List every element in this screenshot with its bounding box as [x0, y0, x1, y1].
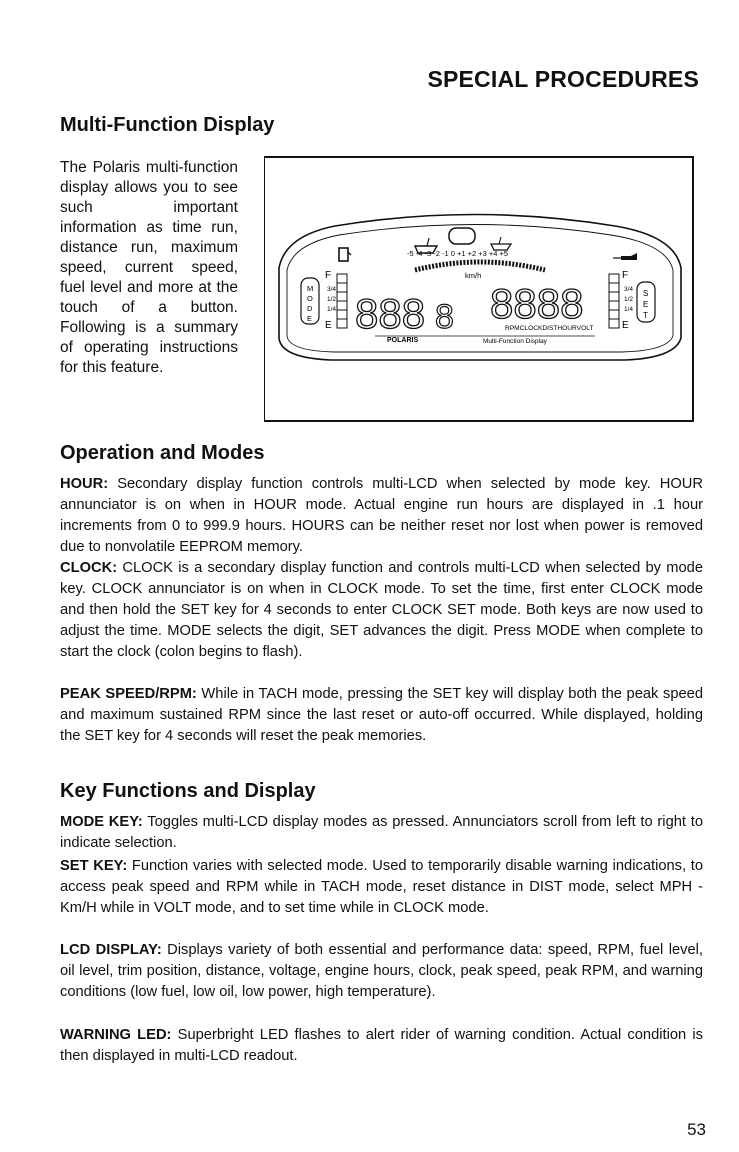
svg-text:M: M: [307, 284, 314, 293]
oil-can-icon: [613, 253, 637, 260]
display-bezel: [287, 225, 673, 353]
svg-text:3/4: 3/4: [327, 286, 337, 293]
page-header: SPECIAL PROCEDURES: [427, 66, 699, 92]
svg-text:E: E: [643, 300, 649, 309]
intro-paragraph: The Polaris multi-function display allows you to see such important information as time run, distance run, maximum speed, current speed, fuel level and more at the touch of a button. Following is a summary of operating instructions for this feature.: [60, 159, 238, 376]
term-label: CLOCK:: [60, 560, 118, 576]
mode-letters: [307, 284, 313, 323]
svg-text:1/2: 1/2: [624, 296, 634, 303]
svg-text:O: O: [307, 294, 313, 303]
trim-scale-label: -5 -4 -3 -2 -1 0 +1 +2 +3 +4 +5: [407, 249, 509, 258]
svg-text:1/2: 1/2: [327, 296, 337, 303]
warning-led-icon: [449, 228, 475, 244]
svg-text:1/4: 1/4: [624, 306, 634, 313]
svg-text:T: T: [643, 311, 648, 320]
display-illustration-frame: [264, 156, 694, 422]
term-label: MODE KEY:: [60, 814, 143, 830]
lcd-left-digits: 888: [355, 290, 426, 337]
term-text: Displays variety of both essential and performance data: speed, RPM, fuel level, oil level, trim position, distance, voltage, engine hours, clock, peak speed, peak RPM, and warning conditions (low fuel, low oil, low power, high temperature).: [60, 942, 703, 1000]
display-caption: Multi-Function Display: [483, 338, 547, 345]
paragraph-lcd-display: [60, 940, 703, 1003]
svg-text:S: S: [643, 289, 649, 298]
section-title-operation-and-modes: Operation and Modes: [60, 442, 265, 464]
paragraph-peak-speed-rpm: [60, 684, 703, 747]
term-text: While in TACH mode, pressing the SET key will display both the peak speed and maximum sustained RPM since the last reset or auto-off occurred. While displayed, holding the SET key for 4 seconds will reset the peak memories.: [60, 686, 703, 744]
oil-gauge-labels: [622, 270, 633, 331]
trim-bargraph: [415, 262, 545, 270]
svg-text:F: F: [325, 270, 332, 281]
paragraph-warning-led: [60, 1025, 703, 1067]
term-label: HOUR:: [60, 476, 109, 492]
term-text: Toggles multi-LCD display modes as pressed. Annunciators scroll from left to right to indicate selection.: [60, 814, 703, 851]
svg-text:E: E: [622, 320, 629, 331]
term-label: LCD DISPLAY:: [60, 942, 162, 958]
svg-text:D: D: [307, 304, 313, 313]
fuel-gauge-labels: [325, 270, 336, 331]
lcd-right-digits: 8888: [490, 280, 584, 327]
svg-text:E: E: [325, 320, 332, 331]
multi-function-display-illustration: [265, 158, 691, 420]
term-text: CLOCK is a secondary display function and controls multi-LCD when selected by mode key. CLOCK annunciator is on when in CLOCK mode. To set the time, first enter CLOCK mode and then hold the SET key for 4 seconds to enter CLOCK SET mode. Both keys are now used to adjust the time. MODE selects the digit, SET advances the digit. Press MODE when complete to start the clock (colon begins to flash).: [60, 560, 703, 660]
mode-annunciators: RPMCLOCKDISTHOURVOLT: [505, 325, 594, 332]
svg-text:E: E: [307, 314, 313, 323]
brand-label: POLARIS: [387, 337, 419, 344]
term-text: Secondary display function controls multi-LCD when selected by mode key. HOUR annunciator is on when in HOUR mode. Actual engine run hours are displayed in .1 hour increments from 0 to 999.9 hours. HOURS can be neither reset nor lost when power is removed due to nonvolatile EEPROM memory.: [60, 476, 703, 555]
paragraph-set-key: [60, 856, 703, 919]
term-label: PEAK SPEED/RPM:: [60, 686, 197, 702]
svg-text:1/4: 1/4: [327, 306, 337, 313]
svg-text:3/4: 3/4: [624, 286, 634, 293]
term-text: Function varies with selected mode. Used to temporarily disable warning indications, to access peak speed and RPM while in TACH mode, reset distance in DIST mode, select MPH - Km/H while in VOLT mode, and to set time while in CLOCK mode.: [60, 858, 703, 916]
lcd-decimal-digit: 8: [435, 298, 454, 336]
term-label: SET KEY:: [60, 858, 128, 874]
paragraph-clock: [60, 558, 703, 663]
page-number: 53: [687, 1120, 706, 1139]
svg-text:F: F: [622, 270, 629, 281]
unit-annunciator: km/h: [465, 271, 482, 280]
term-label: WARNING LED:: [60, 1027, 172, 1043]
paragraph-mode-key: [60, 812, 703, 854]
term-text: Superbright LED flashes to alert rider of warning condition. Actual condition is then displayed in multi-LCD readout.: [60, 1027, 703, 1064]
set-letters: [643, 289, 648, 320]
section-title-multi-function-display: Multi-Function Display: [60, 114, 275, 136]
section-title-key-functions: Key Functions and Display: [60, 780, 316, 802]
fuel-pump-icon: [339, 248, 351, 261]
paragraph-hour: [60, 474, 703, 558]
